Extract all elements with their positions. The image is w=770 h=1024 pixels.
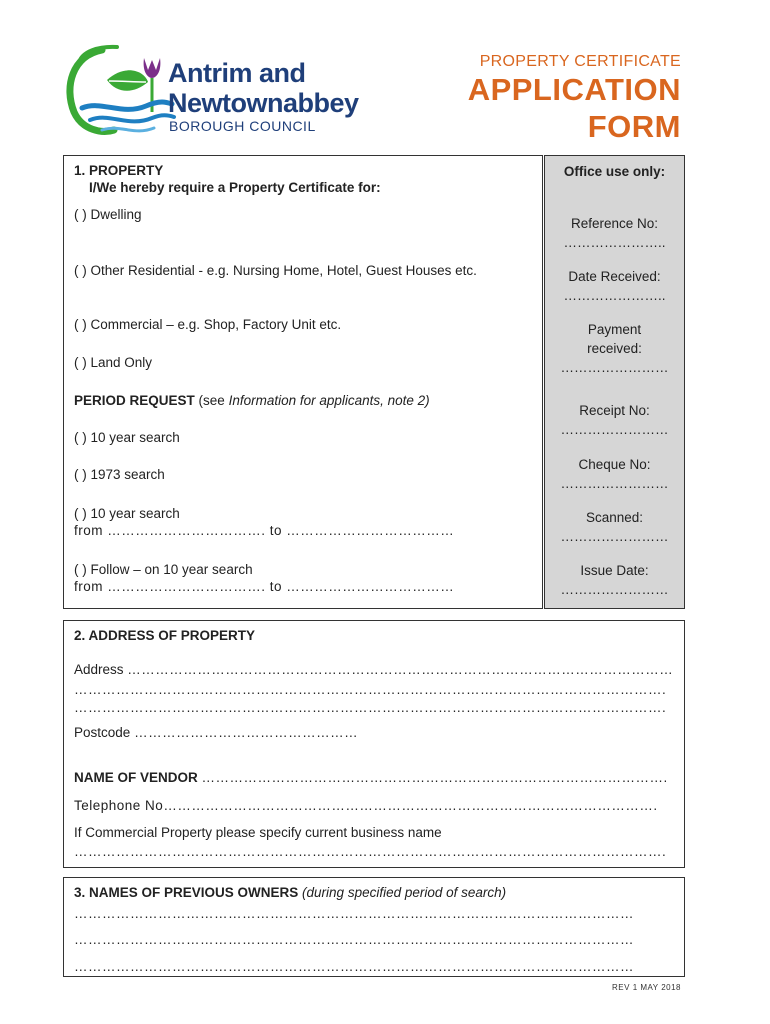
- address-dots: ………………………………………………………………………………………………………: [127, 662, 674, 677]
- period-request: [74, 392, 430, 409]
- property-heading: 1. PROPERTY: [74, 163, 164, 178]
- org-name-line1: Antrim and: [168, 58, 306, 88]
- previous-owners-heading: [74, 884, 506, 901]
- office-cheque-label: Cheque No:: [578, 457, 651, 472]
- office-use-heading: Office use only:: [563, 164, 666, 179]
- form-title-line2: FORM: [587, 109, 681, 144]
- office-payment-dots: ……………………: [560, 360, 669, 375]
- address-heading: 2. ADDRESS OF PROPERTY: [74, 628, 256, 643]
- previous-owner-line-1[interactable]: …………………………………………………………………………………………………………: [74, 906, 634, 921]
- office-date-received-dots: …………………..: [563, 288, 666, 303]
- property-intro: I/We hereby require a Property Certificate for:: [89, 180, 381, 195]
- previous-owners-note: (during specified period of search): [302, 885, 507, 900]
- office-payment-label-2: received:: [587, 341, 642, 356]
- address-line-3[interactable]: ……………………………………………………………………………………………………………….: [74, 700, 667, 715]
- office-scanned-label: Scanned:: [585, 510, 644, 525]
- previous-owner-line-2[interactable]: …………………………………………………………………………………………………………: [74, 932, 634, 947]
- period-follow-on[interactable]: ( ) Follow – on 10 year search: [74, 562, 253, 577]
- org-name-line3: BOROUGH COUNCIL: [169, 118, 316, 134]
- period-request-note: Information for applicants, note 2): [228, 393, 430, 408]
- commercial-business-field[interactable]: ……………………………………………………………………………………………………………….: [74, 844, 667, 859]
- revision-footer: REV 1 MAY 2018: [612, 983, 681, 992]
- address-line-1[interactable]: [74, 661, 674, 678]
- option-land-only[interactable]: ( ) Land Only: [74, 355, 153, 370]
- option-dwelling[interactable]: ( ) Dwelling: [74, 207, 142, 222]
- option-commercial[interactable]: ( ) Commercial – e.g. Shop, Factory Unit etc.: [74, 317, 342, 332]
- postcode-dots: …………………………………………: [134, 725, 359, 740]
- office-issue-date-dots: ……………………: [560, 582, 669, 597]
- postcode-label: Postcode: [74, 725, 131, 740]
- office-reference-label: Reference No:: [570, 216, 659, 231]
- office-issue-date-label: Issue Date:: [580, 563, 649, 578]
- period-follow-on-from-to[interactable]: from ……………………………. to ………………………………: [74, 579, 455, 594]
- address-line-2[interactable]: ……………………………………………………………………………………………………………….: [74, 682, 667, 697]
- office-scanned-dots: ……………………: [560, 529, 669, 544]
- telephone-field[interactable]: Telephone No…………………………………………………………………………………………….: [74, 798, 658, 813]
- option-other-residential[interactable]: ( ) Other Residential - e.g. Nursing Home, Hotel, Guest Houses etc.: [74, 263, 477, 278]
- org-name-line2: Newtownabbey: [168, 88, 359, 118]
- form-subtitle: PROPERTY CERTIFICATE: [479, 53, 681, 70]
- previous-owner-line-3[interactable]: …………………………………………………………………………………………………………: [74, 959, 634, 974]
- address-label: Address: [74, 662, 124, 677]
- vendor-label: NAME OF VENDOR: [74, 770, 198, 785]
- office-cheque-dots: ……………………: [560, 476, 669, 491]
- vendor-dots: ……………………………………………………………………………………….: [201, 770, 668, 785]
- office-receipt-dots: ……………………: [560, 422, 669, 437]
- period-10-year-range[interactable]: ( ) 10 year search: [74, 506, 180, 521]
- office-reference-dots: …………………..: [563, 235, 666, 250]
- period-10-year-from-to[interactable]: from ……………………………. to ………………………………: [74, 523, 455, 538]
- postcode-field[interactable]: [74, 724, 358, 741]
- form-title-line1: APPLICATION: [467, 72, 681, 107]
- commercial-business-label: If Commercial Property please specify current business name: [74, 825, 442, 840]
- period-request-label: PERIOD REQUEST: [74, 393, 195, 408]
- vendor-field[interactable]: [74, 769, 674, 786]
- property-section-box: [63, 155, 543, 609]
- period-10-year[interactable]: ( ) 10 year search: [74, 430, 180, 445]
- office-date-received-label: Date Received:: [568, 269, 661, 284]
- period-request-see: (see: [198, 393, 229, 408]
- period-1973[interactable]: ( ) 1973 search: [74, 467, 165, 482]
- office-payment-label-1: Payment: [587, 322, 642, 337]
- office-receipt-label: Receipt No:: [579, 403, 650, 418]
- previous-owners-label: 3. NAMES OF PREVIOUS OWNERS: [74, 885, 299, 900]
